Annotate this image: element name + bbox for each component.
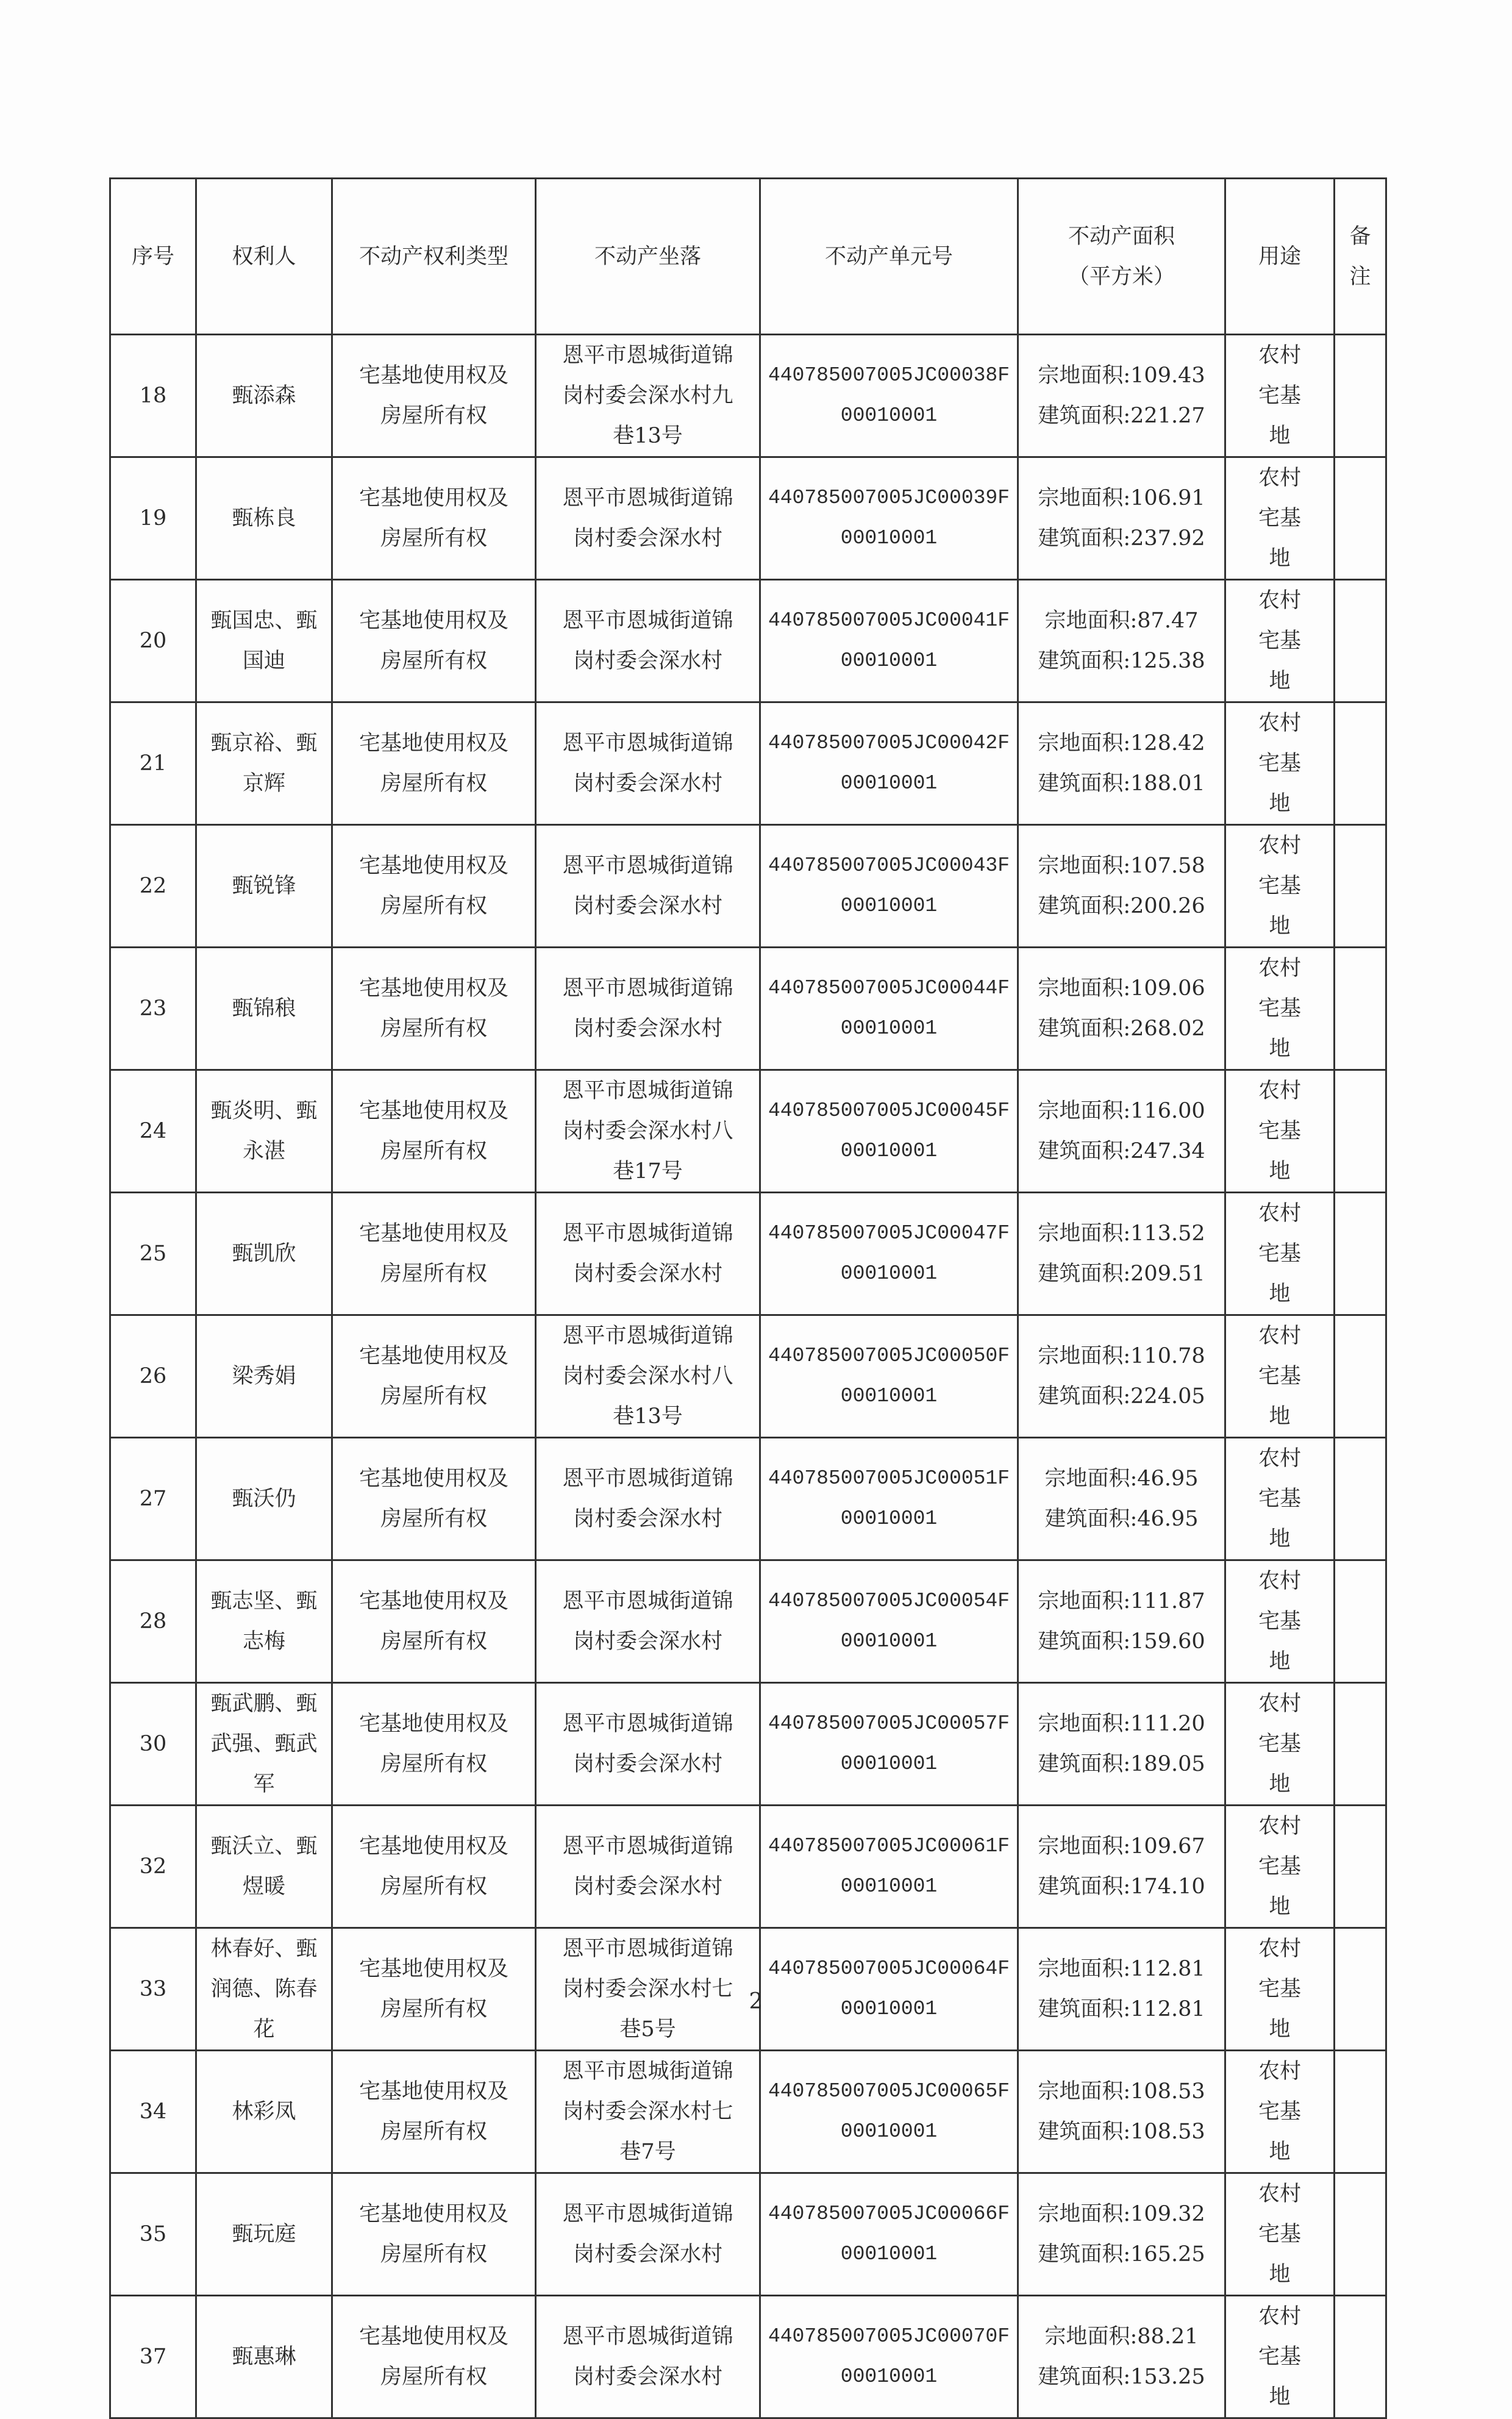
- cell-unit-no: 440785007005JC00047F00010001: [760, 1193, 1018, 1315]
- cell-right-type: 宅基地使用权及房屋所有权: [332, 1560, 536, 1683]
- cell-use: 农村宅基地: [1225, 457, 1335, 580]
- cell-unit-no: 440785007005JC00061F00010001: [760, 1806, 1018, 1928]
- cell-area: [1018, 702, 1225, 825]
- cell-area: [1018, 1070, 1225, 1193]
- cell-unit-no: 440785007005JC00065F00010001: [760, 2051, 1018, 2173]
- cell-unit-no: 440785007005JC00066F00010001: [760, 2173, 1018, 2296]
- cell-holder: 甄添森: [196, 335, 332, 457]
- cell-right-type: 宅基地使用权及房屋所有权: [332, 2173, 536, 2296]
- building-area: 建筑面积:159.60: [1038, 1629, 1205, 1654]
- cell-right-type: 宅基地使用权及房屋所有权: [332, 2051, 536, 2173]
- property-table: [109, 177, 1387, 2419]
- land-area: 宗地面积:87.47: [1044, 609, 1199, 633]
- header-use: 用途: [1225, 179, 1335, 335]
- cell-note: [1335, 2173, 1386, 2296]
- building-area: 建筑面积:237.92: [1038, 526, 1205, 551]
- cell-right-type: 宅基地使用权及房屋所有权: [332, 825, 536, 948]
- cell-right-type: 宅基地使用权及房屋所有权: [332, 580, 536, 702]
- cell-note: [1335, 1315, 1386, 1438]
- table-row: [110, 948, 1386, 1070]
- table-row: [110, 580, 1386, 702]
- cell-right-type: 宅基地使用权及房屋所有权: [332, 1070, 536, 1193]
- cell-no: 22: [110, 825, 196, 948]
- table-body: [110, 335, 1386, 2418]
- cell-location: 恩平市恩城街道锦岗村委会深水村: [536, 948, 760, 1070]
- table-header-row: [110, 179, 1386, 335]
- cell-right-type: 宅基地使用权及房屋所有权: [332, 1683, 536, 1806]
- building-area: 建筑面积:125.38: [1038, 649, 1205, 673]
- cell-area: [1018, 335, 1225, 457]
- cell-right-type: 宅基地使用权及房屋所有权: [332, 1806, 536, 1928]
- land-area: 宗地面积:46.95: [1044, 1467, 1199, 1491]
- cell-holder: 甄京裕、甄京辉: [196, 702, 332, 825]
- cell-note: [1335, 1683, 1386, 1806]
- table-row: [110, 825, 1386, 948]
- cell-note: [1335, 1193, 1386, 1315]
- cell-note: [1335, 702, 1386, 825]
- cell-note: [1335, 948, 1386, 1070]
- cell-use: 农村宅基地: [1225, 2296, 1335, 2418]
- cell-note: [1335, 1560, 1386, 1683]
- cell-location: 恩平市恩城街道锦岗村委会深水村八巷17号: [536, 1070, 760, 1193]
- cell-unit-no: 440785007005JC00070F00010001: [760, 2296, 1018, 2418]
- table-row: [110, 457, 1386, 580]
- cell-use: 农村宅基地: [1225, 825, 1335, 948]
- cell-unit-no: 440785007005JC00057F00010001: [760, 1683, 1018, 1806]
- cell-use: 农村宅基地: [1225, 335, 1335, 457]
- building-area: 建筑面积:153.25: [1038, 2365, 1205, 2389]
- cell-area: [1018, 1560, 1225, 1683]
- cell-location: 恩平市恩城街道锦岗村委会深水村: [536, 1438, 760, 1560]
- cell-right-type: 宅基地使用权及房屋所有权: [332, 335, 536, 457]
- header-holder: 权利人: [196, 179, 332, 335]
- cell-no: 24: [110, 1070, 196, 1193]
- table-row: [110, 335, 1386, 457]
- cell-area: [1018, 2173, 1225, 2296]
- cell-no: 28: [110, 1560, 196, 1683]
- table-row: [110, 1560, 1386, 1683]
- header-unit-no: 不动产单元号: [760, 179, 1018, 335]
- table-row: [110, 2051, 1386, 2173]
- cell-no: 32: [110, 1806, 196, 1928]
- building-area: 建筑面积:165.25: [1038, 2242, 1205, 2267]
- cell-unit-no: 440785007005JC00044F00010001: [760, 948, 1018, 1070]
- table-row: [110, 2173, 1386, 2296]
- cell-use: 农村宅基地: [1225, 702, 1335, 825]
- cell-location: 恩平市恩城街道锦岗村委会深水村九巷13号: [536, 335, 760, 457]
- table-row: [110, 1683, 1386, 1806]
- building-area: 建筑面积:108.53: [1038, 2120, 1205, 2144]
- land-area: 宗地面积:110.78: [1038, 1344, 1205, 1368]
- cell-area: [1018, 457, 1225, 580]
- cell-unit-no: 440785007005JC00064F00010001: [760, 1928, 1018, 2051]
- cell-location: 恩平市恩城街道锦岗村委会深水村八巷13号: [536, 1315, 760, 1438]
- cell-location: 恩平市恩城街道锦岗村委会深水村: [536, 580, 760, 702]
- land-area: 宗地面积:116.00: [1038, 1099, 1205, 1123]
- cell-unit-no: 440785007005JC00039F00010001: [760, 457, 1018, 580]
- cell-unit-no: 440785007005JC00050F00010001: [760, 1315, 1018, 1438]
- cell-use: 农村宅基地: [1225, 1560, 1335, 1683]
- table-row: [110, 1315, 1386, 1438]
- cell-location: 恩平市恩城街道锦岗村委会深水村: [536, 2173, 760, 2296]
- building-area: 建筑面积:268.02: [1038, 1017, 1205, 1041]
- building-area: 建筑面积:189.05: [1038, 1752, 1205, 1776]
- header-right-type: 不动产权利类型: [332, 179, 536, 335]
- cell-no: 26: [110, 1315, 196, 1438]
- cell-unit-no: 440785007005JC00043F00010001: [760, 825, 1018, 948]
- cell-location: 恩平市恩城街道锦岗村委会深水村: [536, 457, 760, 580]
- cell-area: [1018, 1438, 1225, 1560]
- cell-right-type: 宅基地使用权及房屋所有权: [332, 1193, 536, 1315]
- cell-no: 25: [110, 1193, 196, 1315]
- land-area: 宗地面积:111.87: [1038, 1589, 1205, 1613]
- cell-note: [1335, 1806, 1386, 1928]
- cell-note: [1335, 580, 1386, 702]
- land-area: 宗地面积:111.20: [1038, 1712, 1205, 1736]
- cell-unit-no: 440785007005JC00038F00010001: [760, 335, 1018, 457]
- table-row: [110, 702, 1386, 825]
- cell-holder: 梁秀娟: [196, 1315, 332, 1438]
- land-area: 宗地面积:108.53: [1038, 2079, 1205, 2104]
- land-area: 宗地面积:109.32: [1038, 2202, 1205, 2226]
- cell-holder: 甄惠琳: [196, 2296, 332, 2418]
- cell-no: 33: [110, 1928, 196, 2051]
- cell-holder: 甄沃仍: [196, 1438, 332, 1560]
- cell-area: [1018, 1806, 1225, 1928]
- cell-unit-no: 440785007005JC00042F00010001: [760, 702, 1018, 825]
- cell-holder: 林春好、甄润德、陈春花: [196, 1928, 332, 2051]
- cell-unit-no: 440785007005JC00045F00010001: [760, 1070, 1018, 1193]
- header-area: 不动产面积（平方米）: [1018, 179, 1225, 335]
- cell-use: 农村宅基地: [1225, 580, 1335, 702]
- cell-location: 恩平市恩城街道锦岗村委会深水村: [536, 1806, 760, 1928]
- cell-no: 35: [110, 2173, 196, 2296]
- land-area: 宗地面积:107.58: [1038, 854, 1205, 878]
- land-area: 宗地面积:109.67: [1038, 1834, 1205, 1859]
- cell-use: 农村宅基地: [1225, 1683, 1335, 1806]
- land-area: 宗地面积:113.52: [1038, 1221, 1205, 1246]
- cell-note: [1335, 2051, 1386, 2173]
- land-area: 宗地面积:106.91: [1038, 486, 1205, 510]
- cell-use: 农村宅基地: [1225, 1928, 1335, 2051]
- cell-use: 农村宅基地: [1225, 948, 1335, 1070]
- cell-location: 恩平市恩城街道锦岗村委会深水村: [536, 1683, 760, 1806]
- cell-location: 恩平市恩城街道锦岗村委会深水村: [536, 702, 760, 825]
- building-area: 建筑面积:221.27: [1038, 404, 1205, 428]
- cell-use: 农村宅基地: [1225, 2173, 1335, 2296]
- cell-no: 23: [110, 948, 196, 1070]
- cell-area: [1018, 2051, 1225, 2173]
- cell-holder: 甄武鹏、甄武强、甄武军: [196, 1683, 332, 1806]
- table-row: [110, 1806, 1386, 1928]
- building-area: 建筑面积:46.95: [1044, 1507, 1199, 1531]
- cell-right-type: 宅基地使用权及房屋所有权: [332, 1438, 536, 1560]
- header-no: 序号: [110, 179, 196, 335]
- cell-no: 21: [110, 702, 196, 825]
- cell-location: 恩平市恩城街道锦岗村委会深水村: [536, 1193, 760, 1315]
- cell-location: 恩平市恩城街道锦岗村委会深水村: [536, 825, 760, 948]
- table-row: [110, 1193, 1386, 1315]
- building-area: 建筑面积:200.26: [1038, 894, 1205, 918]
- header-location: 不动产坐落: [536, 179, 760, 335]
- cell-location: 恩平市恩城街道锦岗村委会深水村七巷7号: [536, 2051, 760, 2173]
- building-area: 建筑面积:188.01: [1038, 771, 1205, 796]
- cell-holder: 甄凯欣: [196, 1193, 332, 1315]
- building-area: 建筑面积:224.05: [1038, 1384, 1205, 1409]
- cell-right-type: 宅基地使用权及房屋所有权: [332, 948, 536, 1070]
- cell-right-type: 宅基地使用权及房屋所有权: [332, 702, 536, 825]
- cell-use: 农村宅基地: [1225, 2051, 1335, 2173]
- cell-holder: 甄国忠、甄国迪: [196, 580, 332, 702]
- cell-unit-no: 440785007005JC00054F00010001: [760, 1560, 1018, 1683]
- cell-location: 恩平市恩城街道锦岗村委会深水村七巷5号: [536, 1928, 760, 2051]
- cell-holder: 甄锐锋: [196, 825, 332, 948]
- cell-note: [1335, 457, 1386, 580]
- cell-use: 农村宅基地: [1225, 1806, 1335, 1928]
- cell-no: 18: [110, 335, 196, 457]
- table-row: [110, 1438, 1386, 1560]
- building-area: 建筑面积:112.81: [1038, 1997, 1205, 2021]
- cell-no: 20: [110, 580, 196, 702]
- page-number: 2: [749, 1989, 763, 2014]
- table-row: [110, 2296, 1386, 2418]
- cell-unit-no: 440785007005JC00041F00010001: [760, 580, 1018, 702]
- cell-use: 农村宅基地: [1225, 1438, 1335, 1560]
- cell-right-type: 宅基地使用权及房屋所有权: [332, 1315, 536, 1438]
- land-area: 宗地面积:109.06: [1038, 976, 1205, 1001]
- cell-area: [1018, 1193, 1225, 1315]
- land-area: 宗地面积:88.21: [1044, 2324, 1199, 2349]
- cell-right-type: 宅基地使用权及房屋所有权: [332, 2296, 536, 2418]
- cell-holder: 林彩凤: [196, 2051, 332, 2173]
- header-note: 备注: [1335, 179, 1386, 335]
- cell-use: 农村宅基地: [1225, 1315, 1335, 1438]
- cell-note: [1335, 825, 1386, 948]
- cell-holder: 甄志坚、甄志梅: [196, 1560, 332, 1683]
- cell-note: [1335, 1070, 1386, 1193]
- cell-use: 农村宅基地: [1225, 1193, 1335, 1315]
- cell-holder: 甄栋良: [196, 457, 332, 580]
- cell-holder: 甄玩庭: [196, 2173, 332, 2296]
- cell-use: 农村宅基地: [1225, 1070, 1335, 1193]
- land-area: 宗地面积:128.42: [1038, 731, 1205, 756]
- building-area: 建筑面积:209.51: [1038, 1262, 1205, 1286]
- cell-area: [1018, 1683, 1225, 1806]
- cell-area: [1018, 1315, 1225, 1438]
- land-area: 宗地面积:109.43: [1038, 363, 1205, 388]
- cell-note: [1335, 335, 1386, 457]
- cell-area: [1018, 825, 1225, 948]
- cell-note: [1335, 1438, 1386, 1560]
- cell-area: [1018, 2296, 1225, 2418]
- cell-unit-no: 440785007005JC00051F00010001: [760, 1438, 1018, 1560]
- cell-no: 34: [110, 2051, 196, 2173]
- building-area: 建筑面积:174.10: [1038, 1874, 1205, 1899]
- cell-area: [1018, 948, 1225, 1070]
- building-area: 建筑面积:247.34: [1038, 1139, 1205, 1163]
- cell-no: 37: [110, 2296, 196, 2418]
- cell-holder: 甄沃立、甄煜暖: [196, 1806, 332, 1928]
- cell-no: 27: [110, 1438, 196, 1560]
- cell-no: 19: [110, 457, 196, 580]
- cell-no: 30: [110, 1683, 196, 1806]
- table-row: [110, 1070, 1386, 1193]
- cell-right-type: 宅基地使用权及房屋所有权: [332, 1928, 536, 2051]
- land-area: 宗地面积:112.81: [1038, 1957, 1205, 1981]
- cell-note: [1335, 2296, 1386, 2418]
- cell-holder: 甄炎明、甄永湛: [196, 1070, 332, 1193]
- cell-area: [1018, 580, 1225, 702]
- cell-location: 恩平市恩城街道锦岗村委会深水村: [536, 1560, 760, 1683]
- cell-location: 恩平市恩城街道锦岗村委会深水村: [536, 2296, 760, 2418]
- cell-right-type: 宅基地使用权及房屋所有权: [332, 457, 536, 580]
- cell-holder: 甄锦稂: [196, 948, 332, 1070]
